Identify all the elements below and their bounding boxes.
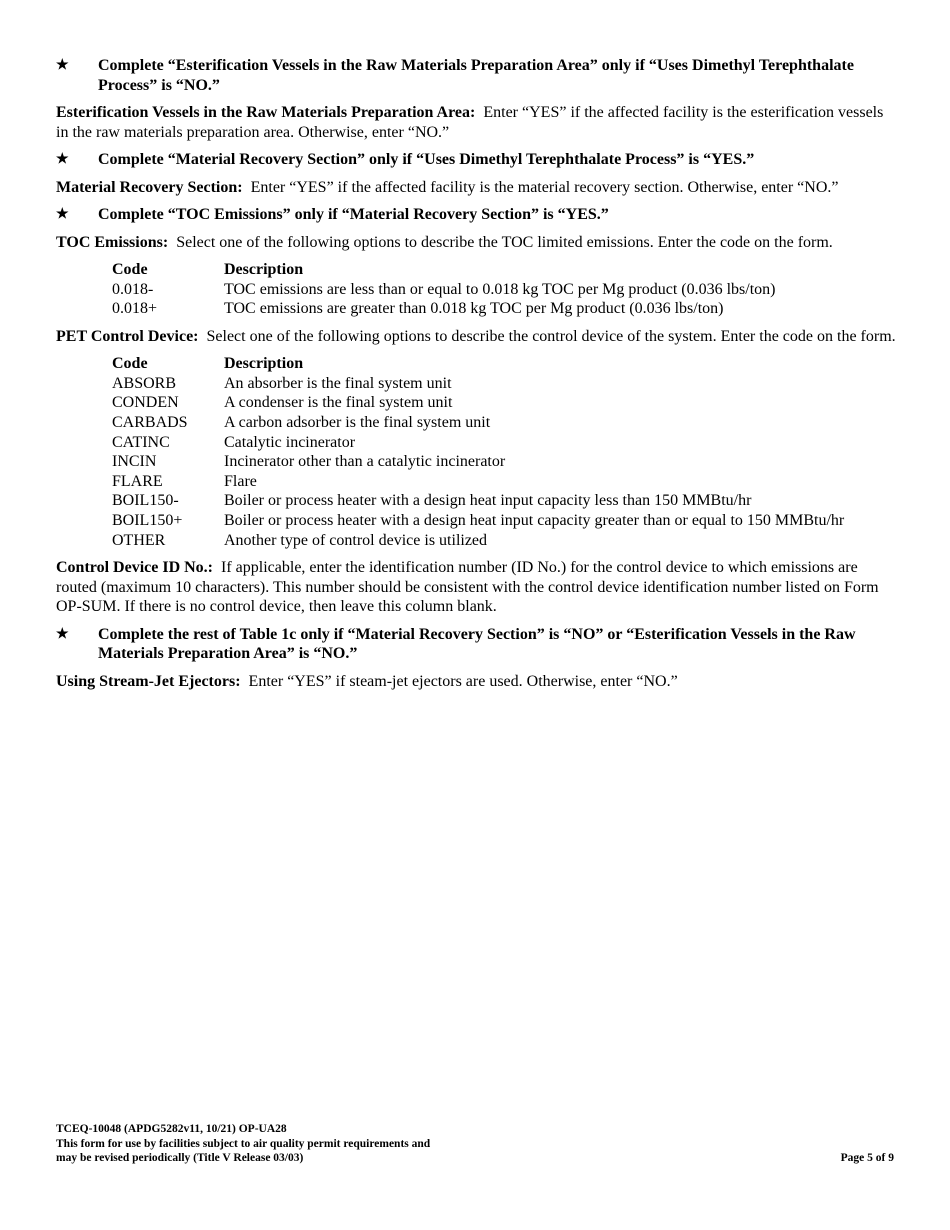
table-row [112,531,844,551]
star-icon: ★ [56,626,69,642]
code-cell: 0.018+ [112,300,158,318]
description-cell: A condenser is the final system unit [224,394,453,412]
description-cell: Flare [224,472,257,490]
table-row [112,491,844,511]
table-row [112,452,844,472]
control-device-code-table [112,354,844,550]
description-cell: An absorber is the final system unit [224,374,452,392]
instruction-bullet: ★ Complete “Material Recovery Section” only if “Uses Dimethyl Terephthalate Process” is “YES.” [56,151,755,168]
code-cell: FLARE [112,472,163,490]
star-icon: ★ [56,58,69,73]
para-label: Control Device ID No.: [56,559,214,577]
code-cell: CATINC [112,433,170,451]
page-number: Page 5 of 9 [840,1152,894,1164]
table-row [112,374,844,394]
table-row [112,433,844,453]
code-cell: BOIL150- [112,492,179,510]
code-cell: CONDEN [112,394,179,412]
code-cell: INCIN [112,453,157,471]
toc-emissions-paragraph: TOC Emissions: Select one of the following options to describe the TOC limited emissions. Enter the code on the form. [56,233,833,251]
stream-jet-paragraph: Using Stream-Jet Ejectors: Enter “YES” if steam-jet ejectors are used. Otherwise, enter “NO.” [56,672,678,690]
footer-note: may be revised periodically (Title V Release 03/03) [56,1152,304,1164]
code-cell: BOIL150+ [112,512,183,530]
footer-note: This form for use by facilities subject to air quality permit requirements and [56,1137,431,1150]
page-content [56,56,896,699]
code-cell: CARBADS [112,414,188,432]
instruction-bullet: ★ Complete “Esterification Vessels in the Raw Materials Preparation Area” only if “Uses Dimethyl Terephthalate Process” is “NO.” [56,57,854,94]
table-header-row [112,354,844,374]
description-header: Description [224,355,304,373]
esterification-paragraph: Esterification Vessels in the Raw Materials Preparation Area: Enter “YES” if the affected facility is the esterification vessels in the raw materials preparation area. Otherwise, enter “NO.” [56,104,884,141]
table-row [112,280,776,300]
toc-code-table [112,260,776,319]
para-label: Material Recovery Section: [56,178,243,196]
control-device-id-paragraph: Control Device ID No.: If applicable, enter the identification number (ID No.) for the control device to which emissions are routed (maximum 10 characters). This number should be consistent with the control device identification number listed on Form OP-SUM. If there is no control device, then leave this column blank. [56,559,879,616]
description-cell: Boiler or process heater with a design heat input capacity greater than or equal to 150 MMBtu/hr [224,512,845,530]
table-row [112,393,844,413]
para-label: PET Control Device: [56,327,199,345]
table-row [112,299,776,319]
code-header: Code [112,355,148,373]
instruction-bullet: ★ Complete the rest of Table 1c only if “Material Recovery Section” is “NO” or “Esterification Vessels in the Raw Materials Preparation Area” is “NO.” [56,625,856,663]
description-header: Description [224,261,304,278]
star-icon: ★ [56,207,69,222]
table-header-row [112,260,776,280]
para-label: TOC Emissions: [56,233,169,251]
table-row [112,511,844,531]
table-row [112,413,844,433]
instruction-bullet: ★ Complete “TOC Emissions” only if “Material Recovery Section” is “YES.” [56,206,609,223]
description-cell: TOC emissions are less than or equal to 0.018 kg TOC per Mg product (0.036 lbs/ton) [224,280,776,298]
description-cell: Incinerator other than a catalytic incinerator [224,453,506,471]
code-header: Code [112,261,148,278]
star-icon: ★ [56,152,69,167]
pet-control-paragraph: PET Control Device: Select one of the following options to describe the control device of the system. Enter the code on the form. [56,327,896,345]
code-cell: ABSORB [112,374,177,392]
description-cell: Another type of control device is utilized [224,531,488,549]
form-id: TCEQ-10048 (APDG5282v11, 10/21) OP-UA28 [56,1123,287,1135]
description-cell: TOC emissions are greater than 0.018 kg TOC per Mg product (0.036 lbs/ton) [224,300,724,318]
description-cell: A carbon adsorber is the final system unit [224,414,491,432]
description-cell: Boiler or process heater with a design heat input capacity less than 150 MMBtu/hr [224,492,752,510]
code-cell: OTHER [112,531,166,549]
para-label: Using Stream-Jet Ejectors: [56,672,241,690]
para-label: Esterification Vessels in the Raw Materials Preparation Area: [56,104,476,121]
material-recovery-paragraph: Material Recovery Section: Enter “YES” if the affected facility is the material recovery section. Otherwise, enter “NO.” [56,178,839,196]
page-footer [56,1122,894,1166]
description-cell: Catalytic incinerator [224,433,356,451]
code-cell: 0.018- [112,280,154,298]
table-row [112,472,844,492]
